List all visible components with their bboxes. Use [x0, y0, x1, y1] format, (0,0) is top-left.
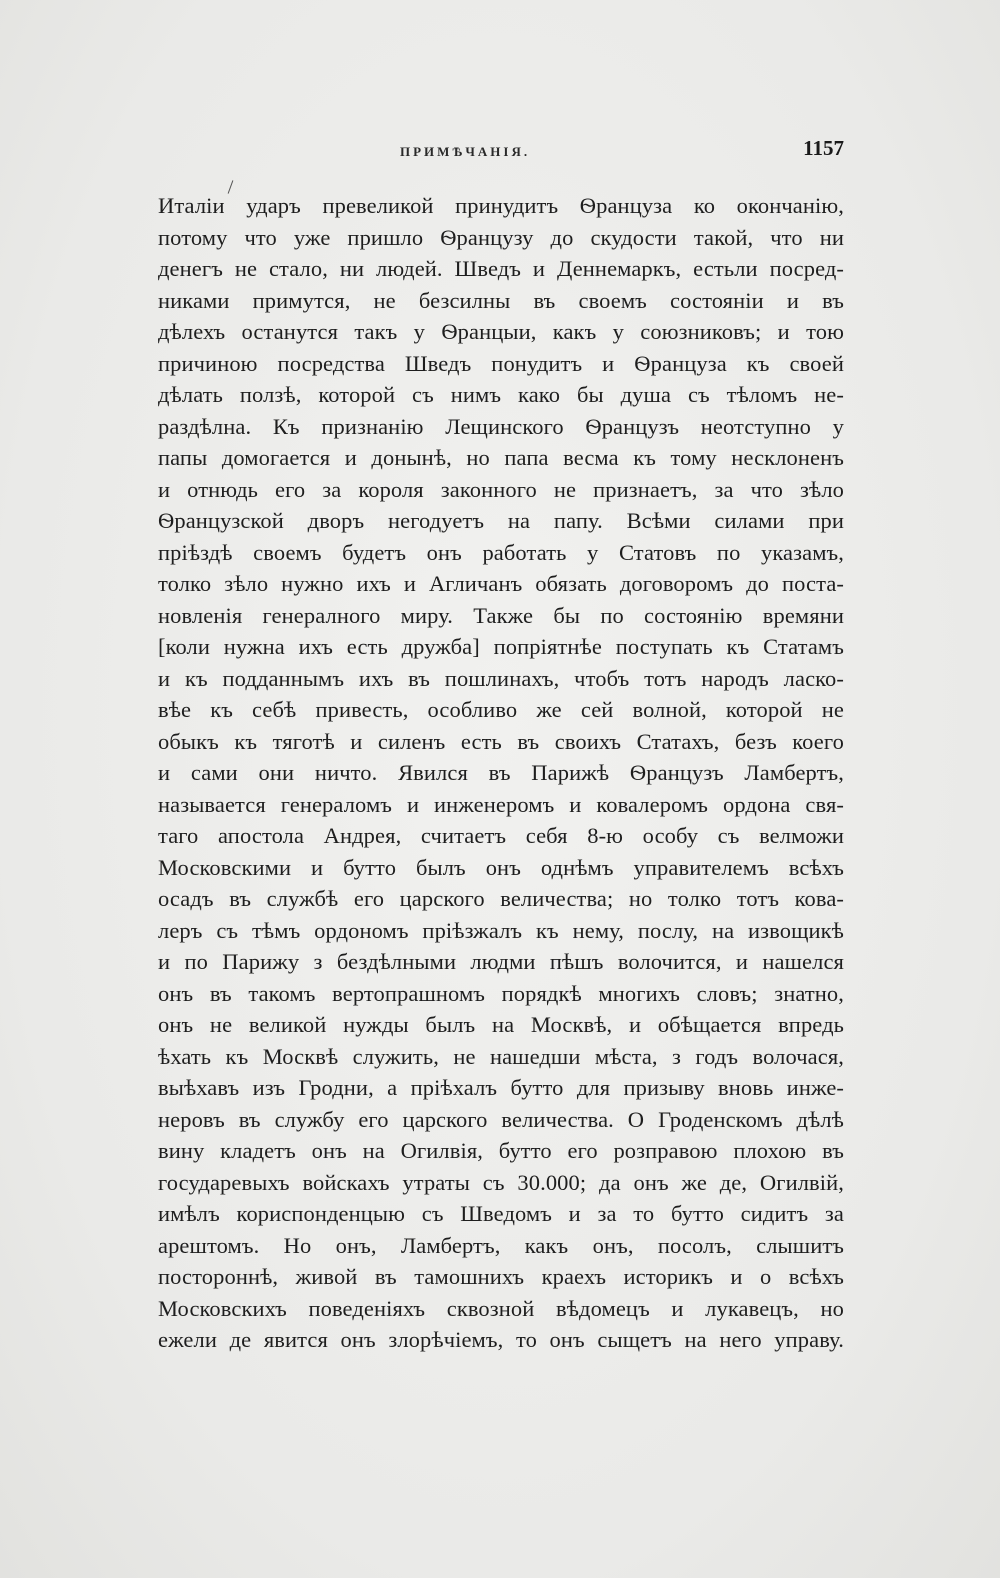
text-line: государевыхъ войскахъ утраты съ 30.000; да онъ же де, Огилвій,	[158, 1169, 844, 1195]
text-line: вину кладетъ онъ на Огилвія, бутто его розправою плохою въ	[158, 1138, 844, 1163]
text-line: ежели де явится онъ злорѣчіемъ, то онъ сыщетъ на него управу.	[158, 1327, 844, 1352]
page-header	[158, 136, 844, 166]
text-line: постороннѣ, живой въ тамошнихъ краехъ историкъ и о всѣхъ	[158, 1264, 844, 1289]
text-line: толко зѣло нужно ихъ и Агличанъ обязать договоромъ до поста-	[158, 571, 844, 596]
text-line: причиною посредства Шведъ понудитъ и Ѳранцуза къ своей	[158, 350, 844, 376]
text-line: потому что уже пришло Ѳранцузу до скудости такой, что ни	[158, 224, 844, 250]
text-line: и по Парижу з бездѣлными людми пѣшъ волочится, и нашелся	[158, 949, 844, 974]
text-line: дѣлехъ останутся такъ у Ѳранцыи, какъ у союзниковъ; и тою	[158, 319, 844, 344]
text-line: раздѣлна. Къ признанію Лещинского Ѳранцузъ неотступно у	[158, 413, 844, 439]
text-line: и къ подданнымъ ихъ въ пошлинахъ, чтобъ тотъ народъ ласко-	[158, 665, 844, 691]
text-line: пріѣздѣ своемъ будетъ онъ работать у Статовъ по указамъ,	[158, 539, 844, 565]
body-text	[158, 190, 844, 1356]
text-line: вѣе къ себѣ привесть, особливо же сей волной, которой не	[158, 697, 844, 722]
text-line: Московскихъ поведеніяхъ сквозной вѣдомецъ и лукавецъ, но	[158, 1295, 844, 1321]
text-line: ѣхать къ Москвѣ служить, не нашедши мѣста, з годъ волочася,	[158, 1043, 844, 1069]
text-line: Ѳранцузской дворъ негодуетъ на папу. Всѣми силами при	[158, 508, 844, 533]
text-line: осадъ въ службѣ его царского величества; но толко тотъ кова-	[158, 886, 844, 911]
text-line: обыкъ къ тяготѣ и силенъ есть въ своихъ Статахъ, безъ коего	[158, 728, 844, 754]
text-line: и отнюдь его за короля законного не признаетъ, за что зѣло	[158, 476, 844, 502]
text-line: онъ въ такомъ вертопрашномъ порядкѣ многихъ словъ; знатно,	[158, 980, 844, 1006]
text-line: денегъ не стало, ни людей. Шведъ и Деннемаркъ, естьли посред-	[158, 256, 844, 281]
text-line: папы домогается и донынѣ, но папа весма къ тому несклоненъ	[158, 445, 844, 470]
text-line: леръ съ тѣмъ ордономъ пріѣзжалъ къ нему, послу, на извощикѣ	[158, 917, 844, 943]
text-line: никами примутся, не безсилны въ своемъ состояніи и въ	[158, 287, 844, 313]
text-line: Московскими и бутто былъ онъ однѣмъ управителемъ всѣхъ	[158, 854, 844, 880]
text-line: онъ не великой нужды былъ на Москвѣ, и обѣщается впредь	[158, 1012, 844, 1037]
text-line: арештомъ. Но онъ, Ламбертъ, какъ онъ, посолъ, слышитъ	[158, 1232, 844, 1258]
text-line: называется генераломъ и инженеромъ и ковалеромъ ордона свя-	[158, 791, 844, 817]
text-line: таго апостола Андрея, считаетъ себя 8-ю особу съ велможи	[158, 823, 844, 848]
text-line: [коли нужна ихъ есть дружба] попріятнѣе поступать къ Статамъ	[158, 634, 844, 659]
running-head: ПРИМѢЧАНІЯ.	[400, 144, 531, 159]
text-line: выѣхавъ изъ Гродни, а пріѣхалъ бутто для призыву вновь инже-	[158, 1075, 844, 1100]
page-number: 1157	[803, 136, 844, 160]
text-line: дѣлать ползѣ, которой съ нимъ како бы душа съ тѣломъ не-	[158, 382, 844, 407]
text-line: Италіи ударъ превеликой принудитъ Ѳранцуза ко окончанію,	[158, 193, 844, 218]
text-line: и сами они ничто. Явился въ Парижѣ Ѳранцузъ Ламбертъ,	[158, 760, 844, 785]
text-line: имѣлъ кориспонденцыю съ Шведомъ и за то бутто сидитъ за	[158, 1201, 844, 1226]
text-line: неровъ въ службу его царского величества. О Гроденскомъ дѣлѣ	[158, 1106, 844, 1132]
text-line: новленія генералного миру. Также бы по состоянію времяни	[158, 602, 844, 628]
